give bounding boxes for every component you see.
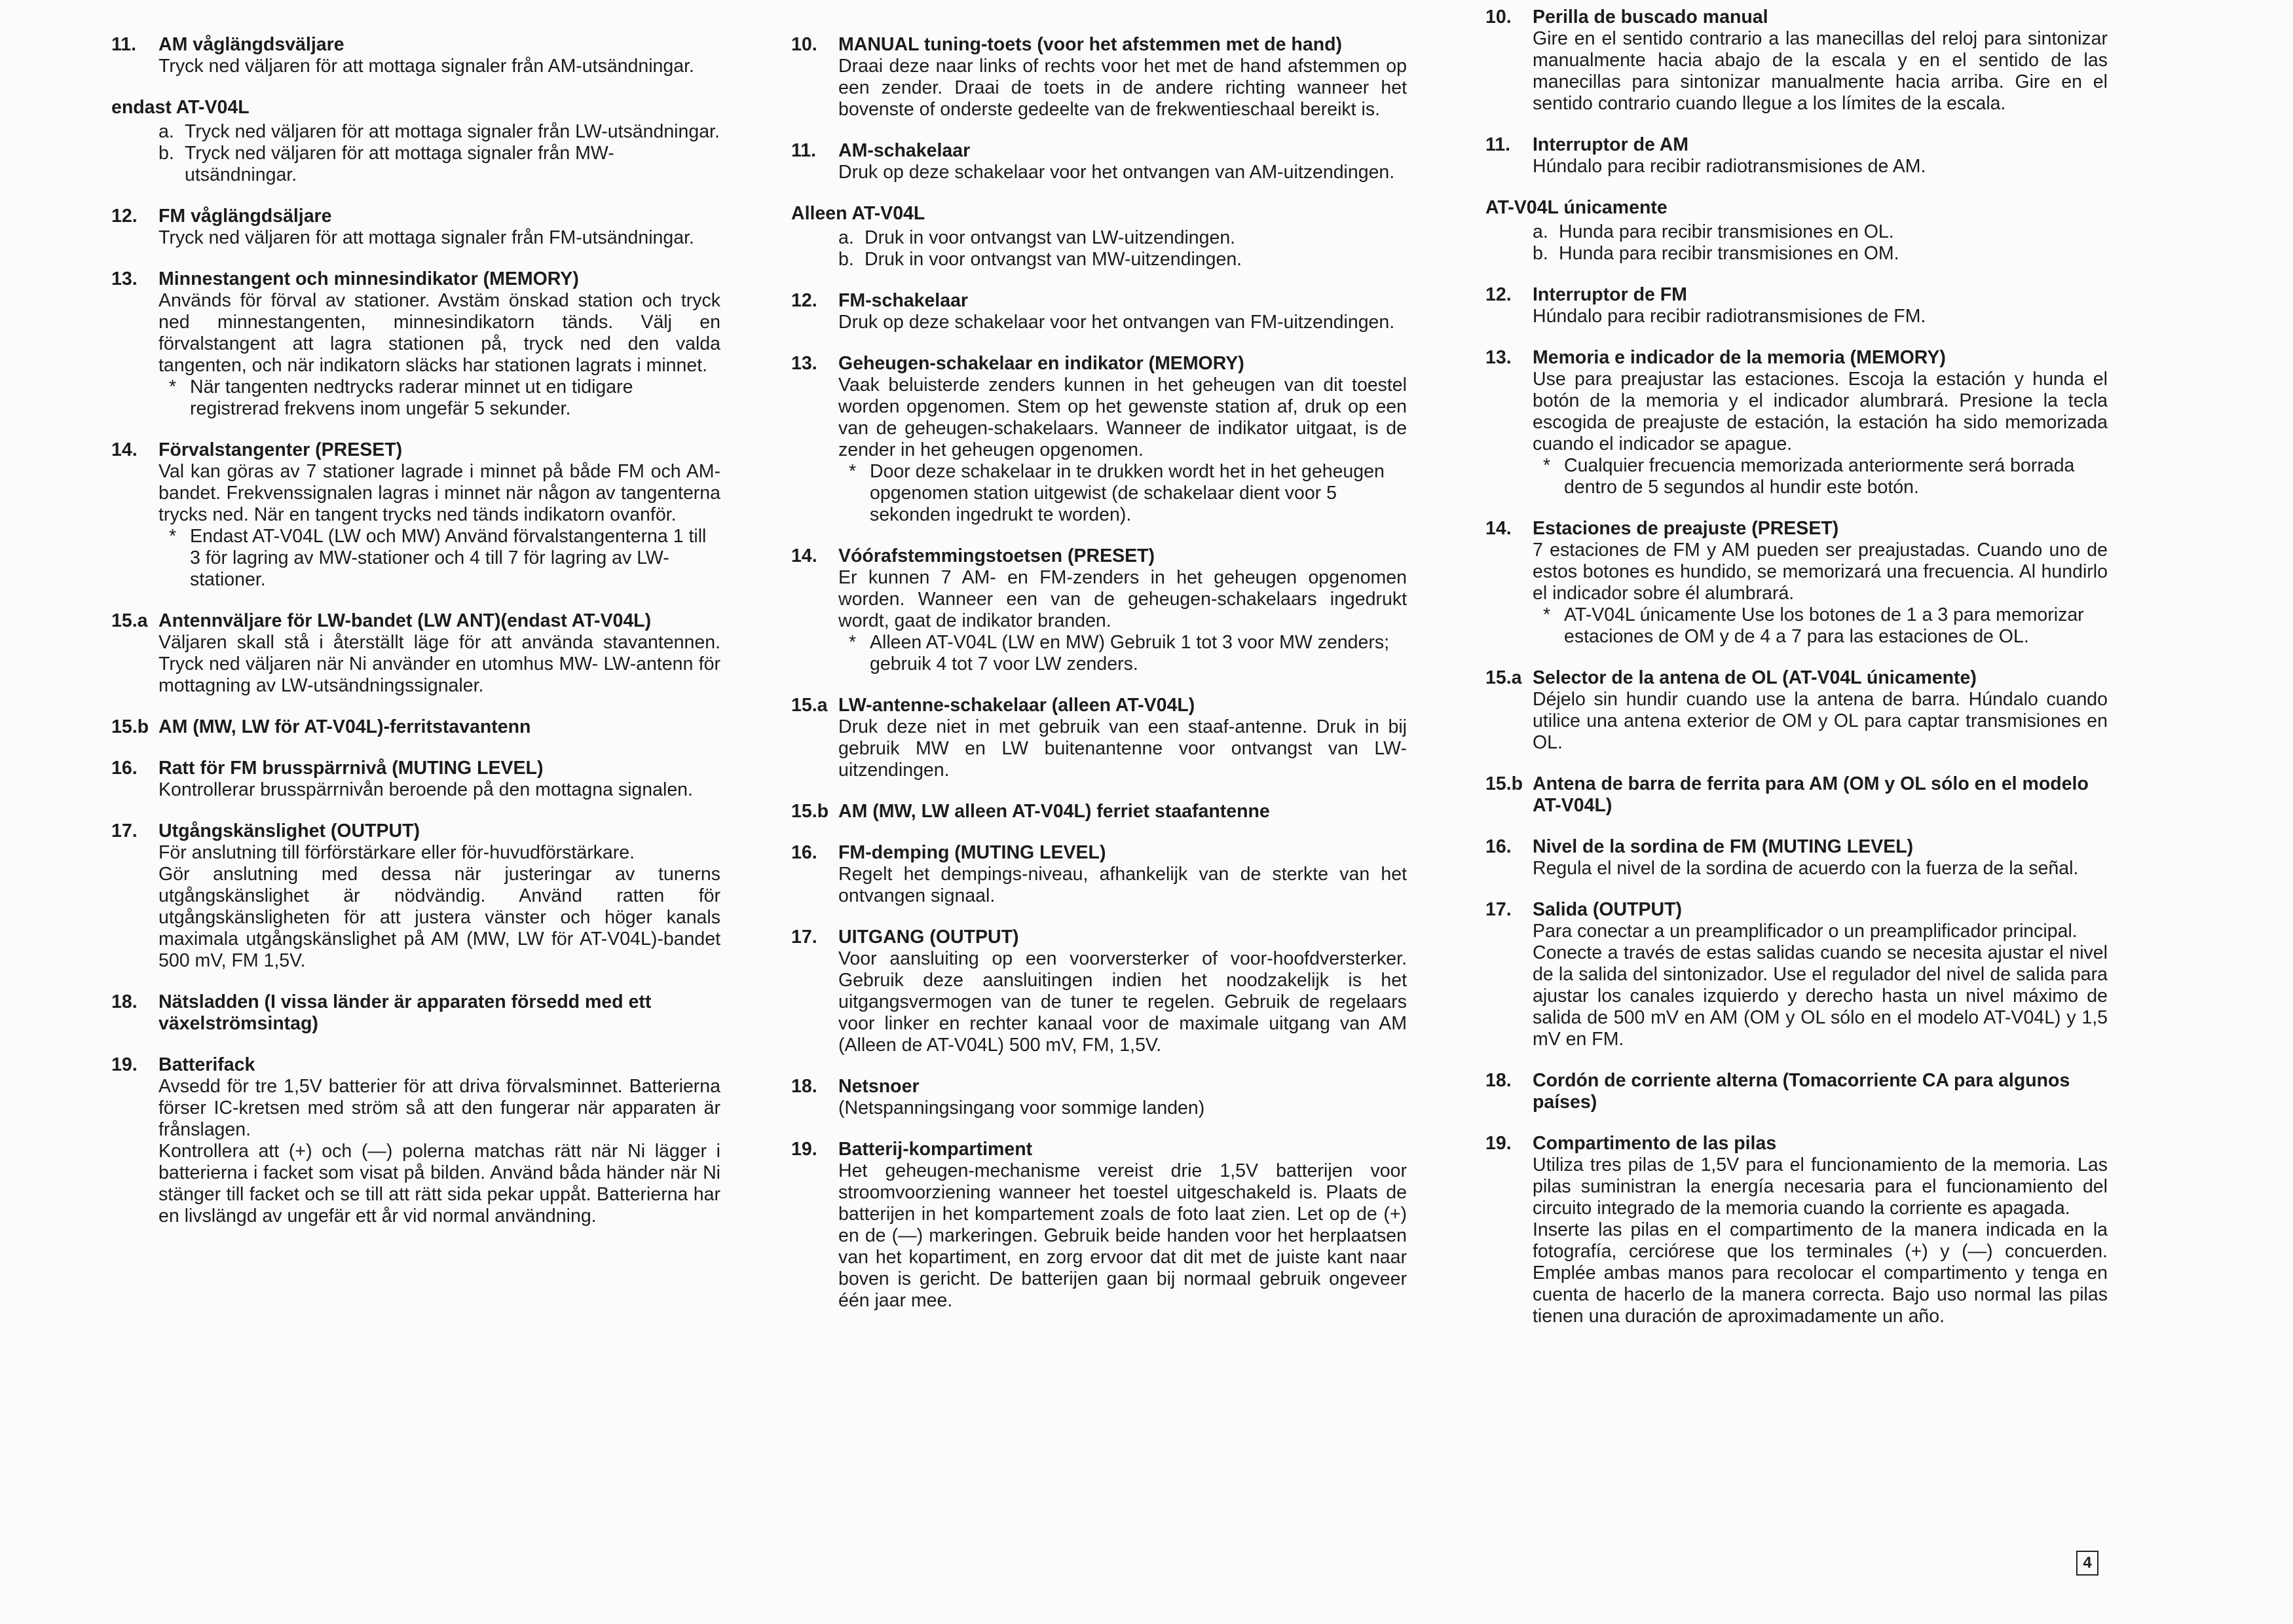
item-body (111, 842, 720, 972)
section (791, 801, 1407, 822)
paragraph: Tryck ned väljaren för att mottaga signaler från AM-utsändningar. (158, 56, 694, 77)
column-dutch (791, 34, 1407, 1331)
item-number: 15.a (1485, 667, 1522, 688)
item-number: 12. (1485, 284, 1512, 305)
item-body (111, 779, 720, 801)
item-title: Antennväljare för LW-bandet (LW ANT)(endast AT-V04L) (158, 610, 652, 631)
paragraph: Regula el nivel de la sordina de acuerdo con la fuerza de la señal. (1533, 858, 2079, 879)
item-number: 10. (1485, 7, 1512, 28)
section (1485, 899, 2108, 1050)
section (791, 1139, 1407, 1312)
paragraph: Druk op deze schakelaar voor het ontvangen van FM-uitzendingen. (838, 312, 1395, 333)
paragraph: Tryck ned väljaren för att mottaga signaler från FM-utsändningar. (158, 227, 694, 248)
note (1485, 604, 2108, 648)
item-body (791, 567, 1407, 632)
note-text: Door deze schakelaar in te drukken wordt het in het geheugen opgenomen station uitgewist (de schakelaar dient voor 5 sekonden ingedrukt te worden). (870, 461, 1385, 525)
item-number: 19. (1485, 1133, 1512, 1154)
item-body (791, 312, 1407, 333)
item-title: Antena de barra de ferrita para AM (OM y OL sólo en el modelo AT-V04L) (1533, 773, 2089, 816)
item-number: 18. (111, 991, 138, 1012)
section-header (791, 353, 1407, 375)
item-title: AM våglängdsväljare (158, 34, 345, 55)
item-title: Salida (OUTPUT) (1533, 899, 1683, 920)
section-header (111, 268, 720, 290)
item-title: Nivel de la sordina de FM (MUTING LEVEL) (1533, 836, 1914, 857)
item-number: 14. (791, 545, 817, 566)
item-number: 14. (111, 439, 138, 460)
item-number: 15.b (791, 801, 829, 822)
section-heading: AT-V04L únicamente (1485, 197, 1668, 218)
sub-item-text: Druk in voor ontvangst van LW-uitzendingen. (865, 227, 1236, 248)
section (111, 268, 720, 420)
item-number: 19. (791, 1139, 817, 1160)
item-number: 15.a (111, 610, 148, 631)
section (1485, 836, 2108, 879)
item-title: Vóórafstemmingstoetsen (PRESET) (838, 545, 1155, 566)
paragraph: För anslutning till förförstärkare eller för-huvudförstärkare. (158, 842, 635, 863)
item-title: Batterifack (158, 1054, 255, 1075)
section-header (1485, 7, 2108, 28)
item-body (111, 461, 720, 526)
item-title: Interruptor de FM (1533, 284, 1687, 305)
item-title: Memoria e indicador de la memoria (MEMORY) (1533, 347, 1946, 368)
paragraph: Use para preajustar las estaciones. Escoja la estación y hunda el botón de la memoria y el indicador alumbrará. Presione la tecla escogida de preajuste de estación, la estación ha sido memorizada cuando el indicador se apague. (1533, 369, 2108, 454)
item-number: 19. (111, 1054, 138, 1075)
item-number: 13. (111, 268, 138, 289)
note-text: Endast AT-V04L (LW och MW) Använd förvalstangenterna 1 till 3 för lagring av MW-stationer och 4 till 7 för lagring av LW-stationer. (190, 526, 707, 590)
paragraph: Húndalo para recibir radiotransmisiones de AM. (1533, 156, 1926, 177)
item-body (1485, 858, 2108, 879)
item-number: 13. (791, 353, 817, 374)
item-title: Cordón de corriente alterna (Tomacorriente CA para algunos países) (1533, 1070, 2070, 1113)
section (111, 206, 720, 249)
item-title: AM (MW, LW för AT-V04L)-ferritstavantenn (158, 716, 531, 737)
section-header (111, 821, 720, 842)
section (1485, 7, 2108, 115)
section (111, 34, 720, 77)
section (791, 1076, 1407, 1119)
item-body (1485, 689, 2108, 754)
section-header (111, 206, 720, 227)
sub-item-text: Hunda para recibir transmisiones en OL. (1559, 221, 1894, 242)
section-header (791, 801, 1407, 822)
item-number: 17. (1485, 899, 1512, 920)
note-text: När tangenten nedtrycks raderar minnet ut en tidigare registrerad frekvens inom ungefär 5 sekunder. (190, 377, 633, 419)
item-body (1485, 540, 2108, 604)
paragraph: Het geheugen-mechanisme vereist drie 1,5V batterijen voor stroomvoorziening wanneer het toestel uitgeschakeld is. Plaats de batterijen in het kompartement zoals de foto laat zien. Let op de (+) en de (—) markeringen. Gebruik beide handen voor het herplaatsen van het kopartiment, en zorg ervoor dat dit met de juiste kant naar boven is gericht. De batterijen gaan bij normaal gebruik ongeveer één jaar mee. (838, 1160, 1407, 1311)
sub-item (111, 121, 720, 143)
sub-item-text: Druk in voor ontvangst van MW-uitzendingen. (865, 249, 1242, 270)
section (1485, 1133, 2108, 1327)
sub-item (1485, 243, 2108, 265)
item-title: Selector de la antena de OL (AT-V04L únicamente) (1533, 667, 1977, 688)
section (791, 695, 1407, 781)
paragraph: Avsedd för tre 1,5V batterier för att driva förvalsminnet. Batterierna förser IC-kretsen med ström så att den fungerar när apparaten är frånslagen. (158, 1076, 720, 1140)
note-text: AT-V04L únicamente Use los botones de 1 a 3 para memorizar estaciones de OM y de 4 a 7 para las estaciones de OL. (1564, 604, 2084, 647)
paragraph: Val kan göras av 7 stationer lagrade i minnet på både FM och AM-bandet. Frekvenssignalen lagras i minnet när någon av tangenterna trycks ned. När en tangent trycks ned tänds indikatorn ovanför. (158, 461, 720, 525)
item-body (111, 632, 720, 697)
paragraph: Druk op deze schakelaar voor het ontvangen van AM-uitzendingen. (838, 162, 1395, 183)
sub-item (791, 227, 1407, 249)
section-header (1485, 518, 2108, 540)
item-title: AM-schakelaar (838, 140, 971, 161)
section-header (111, 758, 720, 779)
sub-item-label: b. (1533, 243, 1548, 264)
section (791, 140, 1407, 183)
paragraph: Regelt het dempings-niveau, afhankelijk van de sterkte van het ontvangen signaal. (838, 864, 1407, 906)
item-number: 16. (791, 842, 817, 863)
column-swedish (111, 34, 720, 1247)
item-number: 17. (111, 821, 138, 841)
section-header (1485, 1070, 2108, 1113)
note-text: Alleen AT-V04L (LW en MW) Gebruik 1 tot 3 voor MW zenders; gebruik 4 tot 7 voor LW zenders. (870, 632, 1390, 674)
item-body (791, 864, 1407, 907)
paragraph: Húndalo para recibir radiotransmisiones de FM. (1533, 306, 1926, 327)
paragraph: Kontrollerar brusspärrnivån beroende på den mottagna signalen. (158, 779, 693, 800)
section-heading: Alleen AT-V04L (791, 203, 925, 224)
paragraph: Para conectar a un preamplificador o un preamplificador principal. (1533, 921, 2078, 942)
item-number: 15.a (791, 695, 828, 716)
item-body (791, 948, 1407, 1056)
paragraph: (Netspanningsingang voor sommige landen) (838, 1098, 1205, 1118)
sub-item-label: a. (158, 121, 174, 142)
item-number: 11. (111, 34, 137, 55)
item-title: UITGANG (OUTPUT) (838, 927, 1019, 948)
item-title: Nätsladden (I vissa länder är apparaten försedd med ett växelströmsintag) (158, 991, 652, 1034)
section (791, 842, 1407, 907)
section (1485, 667, 2108, 754)
item-number: 18. (1485, 1070, 1512, 1091)
section-header (111, 610, 720, 632)
section-header (1485, 347, 2108, 369)
item-number: 12. (111, 206, 138, 227)
paragraph: Vaak beluisterde zenders kunnen in het geheugen van dit toestel worden opgenomen. Stem op het gewenste station af, druk op een van de geheugen-schakelaars. Wanneer de indikator uitgaat, is de zender in het geheugen opgenomen. (838, 375, 1407, 460)
paragraph: Väljaren skall stå i återställt läge för att använda stavantennen. Tryck ned väljaren när Ni använder en utomhus MW- LW-antenn för mottagning av LW-utsändningssignaler. (158, 632, 720, 696)
item-title: LW-antenne-schakelaar (alleen AT-V04L) (838, 695, 1195, 716)
item-title: Perilla de buscado manual (1533, 7, 1768, 28)
paragraph: Druk deze niet in met gebruik van een staaf-antenne. Druk in bij gebruik MW en LW buitenantenne voor ontvangst van LW-uitzendingen. (838, 716, 1407, 781)
paragraph: Déjelo sin hundir cuando use la antena de barra. Húndalo cuando utilice una antena exterior de OM y OL para captar transmisiones en OL. (1533, 689, 2108, 753)
section-header (791, 927, 1407, 948)
sub-item-text: Hunda para recibir transmisiones en OM. (1559, 243, 1899, 264)
note (111, 377, 720, 420)
item-body (1485, 28, 2108, 115)
item-number: 15.b (111, 716, 149, 737)
section (791, 290, 1407, 333)
section (111, 991, 720, 1035)
item-body (791, 1160, 1407, 1312)
item-body (791, 56, 1407, 120)
item-body (111, 227, 720, 249)
asterisk-icon: * (1543, 604, 1551, 625)
item-body (1485, 306, 2108, 327)
item-body (1485, 921, 2108, 1050)
section (111, 758, 720, 801)
paragraph: Gör anslutning med dessa när justeringar av tunerns utgångskänslighet är nödvändig. Använd ratten för utgångskänsligheten för att justera vänster och höger kanals maximala utgångskänslighet på AM (MW, LW för AT-V04L)-bandet 500 mV, FM 1,5V. (158, 864, 720, 971)
section (111, 97, 720, 186)
section-header (791, 34, 1407, 56)
item-body (791, 375, 1407, 461)
item-body (1485, 1154, 2108, 1327)
section (1485, 134, 2108, 177)
section-header (111, 439, 720, 461)
item-body (791, 1098, 1407, 1119)
section-header (1485, 836, 2108, 858)
section (1485, 518, 2108, 648)
item-number: 17. (791, 927, 817, 948)
note (791, 632, 1407, 675)
item-title: FM-demping (MUTING LEVEL) (838, 842, 1106, 863)
item-number: 12. (791, 290, 817, 311)
note-text: Cualquier frecuencia memorizada anteriormente será borrada dentro de 5 segundos al hundir este botón. (1564, 455, 2075, 498)
section-header (791, 842, 1407, 864)
section-header (791, 290, 1407, 312)
section (791, 34, 1407, 120)
note (791, 461, 1407, 526)
item-body (111, 56, 720, 77)
section-header (111, 34, 720, 56)
item-title: Minnestangent och minnesindikator (MEMORY) (158, 268, 579, 289)
section (1485, 347, 2108, 498)
paragraph: Används för förval av stationer. Avstäm önskad station och tryck ned minnestangenten, minnesindikatorn tänds. Välj en förvalstangent att lagra stationen på, tryck ned den valda tangenten, och när indikatorn släcks har stationen lagrats i minnet. (158, 290, 720, 376)
note (1485, 455, 2108, 498)
section (791, 353, 1407, 526)
item-number: 15.b (1485, 773, 1523, 794)
section-header (791, 545, 1407, 567)
item-title: AM (MW, LW alleen AT-V04L) ferriet staafantenne (838, 801, 1270, 822)
item-body (1485, 156, 2108, 177)
asterisk-icon: * (169, 377, 177, 397)
item-title: Ratt för FM brusspärrnivå (MUTING LEVEL) (158, 758, 544, 779)
sub-item (111, 143, 720, 186)
item-number: 11. (1485, 134, 1511, 155)
item-title: Netsnoer (838, 1076, 920, 1097)
section-header (791, 695, 1407, 716)
column-spanish (1485, 7, 2108, 1347)
section-header (791, 140, 1407, 162)
item-body (791, 162, 1407, 183)
section-header (791, 1139, 1407, 1160)
item-title: Utgångskänslighet (OUTPUT) (158, 821, 420, 841)
sub-item-label: a. (838, 227, 854, 248)
note (111, 526, 720, 591)
item-title: Compartimento de las pilas (1533, 1133, 1777, 1154)
section-header (1485, 773, 2108, 817)
asterisk-icon: * (169, 526, 177, 547)
section (111, 821, 720, 972)
sub-item (1485, 221, 2108, 243)
sub-item-label: b. (838, 249, 854, 270)
section (111, 1054, 720, 1227)
item-body (111, 1076, 720, 1227)
paragraph: Voor aansluiting op een voorversterker of voor-hoofdversterker. Gebruik deze aansluitingen indien het noodzakelijk is het uitgangsvermogen van de tuner te regelen. Gebruik de regelaars voor linker en rechter kanaal voor de maximale uitgang van AM (Alleen de AT-V04L) 500 mV, FM, 1,5V. (838, 948, 1407, 1056)
item-body (111, 290, 720, 377)
sub-item-label: a. (1533, 221, 1548, 242)
item-number: 10. (791, 34, 817, 55)
section-header (791, 1076, 1407, 1098)
item-title: Interruptor de AM (1533, 134, 1689, 155)
item-title: Geheugen-schakelaar en indikator (MEMORY) (838, 353, 1244, 374)
item-body (791, 716, 1407, 781)
item-body (1485, 369, 2108, 455)
paragraph: 7 estaciones de FM y AM pueden ser preajustadas. Cuando uno de estos botones es hundido, se memorizará una frecuencia. Al hundirlo el indicador sobre él alumbrará. (1533, 540, 2108, 604)
sub-item-text: Tryck ned väljaren för att mottaga signaler från LW-utsändningar. (185, 121, 720, 142)
section (791, 203, 1407, 270)
sub-item (791, 249, 1407, 270)
sub-item-label: b. (158, 143, 174, 164)
item-title: FM-schakelaar (838, 290, 969, 311)
section (1485, 773, 2108, 817)
paragraph: Draai deze naar links of rechts voor het met de hand afstemmen op een zender. Draai de toets in de andere richting wanneer het bovenste of onderste gedeelte van de frekwentieschaal bereikt is. (838, 56, 1407, 120)
section (111, 716, 720, 738)
item-title: FM våglängdsäljare (158, 206, 332, 227)
item-number: 13. (1485, 347, 1512, 368)
section (791, 545, 1407, 675)
section (111, 439, 720, 591)
item-number: 18. (791, 1076, 817, 1097)
section (791, 927, 1407, 1056)
section (1485, 197, 2108, 265)
asterisk-icon: * (849, 461, 857, 482)
section (1485, 284, 2108, 327)
item-number: 14. (1485, 518, 1512, 539)
sub-item-text: Tryck ned väljaren för att mottaga signaler från MW-utsändningar. (185, 143, 614, 185)
paragraph: Gire en el sentido contrario a las manecillas del reloj para sintonizar manualmente hacia abajo de la escala y en el sentido de las manecillas para sintonizar manualmente hacia arriba. Gire en el sentido contrario cuando llegue a los límites de la escala. (1533, 28, 2108, 114)
item-title: Batterij-kompartiment (838, 1139, 1033, 1160)
item-title: Förvalstangenter (PRESET) (158, 439, 403, 460)
section-header (111, 991, 720, 1035)
section-header (1485, 284, 2108, 306)
section-header (1485, 134, 2108, 156)
asterisk-icon: * (1543, 455, 1551, 476)
section-header (111, 716, 720, 738)
paragraph: Er kunnen 7 AM- en FM-zenders in het geheugen opgenomen worden. Wanneer een van de geheugen-schakelaars ingedrukt wordt, gaat de indikator branden. (838, 567, 1407, 631)
section (1485, 1070, 2108, 1113)
page-number: 4 (2076, 1551, 2098, 1576)
item-number: 16. (111, 758, 138, 779)
section-header (1485, 899, 2108, 921)
item-title: MANUAL tuning-toets (voor het afstemmen met de hand) (838, 34, 1342, 55)
paragraph: Kontrollera att (+) och (—) polerna matchas rätt när Ni lägger i batterierna i facket som visat på bilden. Använd båda händer när Ni stänger till facket och se till att rätt sida pekar uppåt. Batterierna har en livslängd av ungefär ett år vid normal användning. (158, 1141, 720, 1227)
paragraph: Conecte a través de estas salidas cuando se necesita ajustar el nivel de la salida del sintonizador. Use el regulador del nivel de salida para ajustar los canales izquierdo y derecho hasta un nivel máximo de salida de 500 mV en AM (OM y OL sólo en el modelo AT-V04L) y 1,5 mV en FM. (1533, 942, 2108, 1050)
section-header (1485, 1133, 2108, 1154)
section-header (111, 1054, 720, 1076)
paragraph: Inserte las pilas en el compartimento de la manera indicada en la fotografía, cerciórese que los terminales (+) y (—) concuerden. Emplée ambas manos para recolocar el compartimento y tenga en cuenta de hacerlo de la manera correcta. Bajo uso normal las pilas tienen una duración de aproximadamente un año. (1533, 1219, 2108, 1327)
item-title: Estaciones de preajuste (PRESET) (1533, 518, 1839, 539)
item-number: 11. (791, 140, 817, 161)
paragraph: Utiliza tres pilas de 1,5V para el funcionamiento de la memoria. Las pilas suministran la energía necesaria para el funcionamiento del circuito integrado de la memoria cuando la corriente es apagada. (1533, 1154, 2108, 1219)
item-number: 16. (1485, 836, 1512, 857)
section-heading: endast AT-V04L (111, 97, 250, 118)
asterisk-icon: * (849, 632, 857, 653)
section-header (1485, 667, 2108, 689)
section (111, 610, 720, 697)
